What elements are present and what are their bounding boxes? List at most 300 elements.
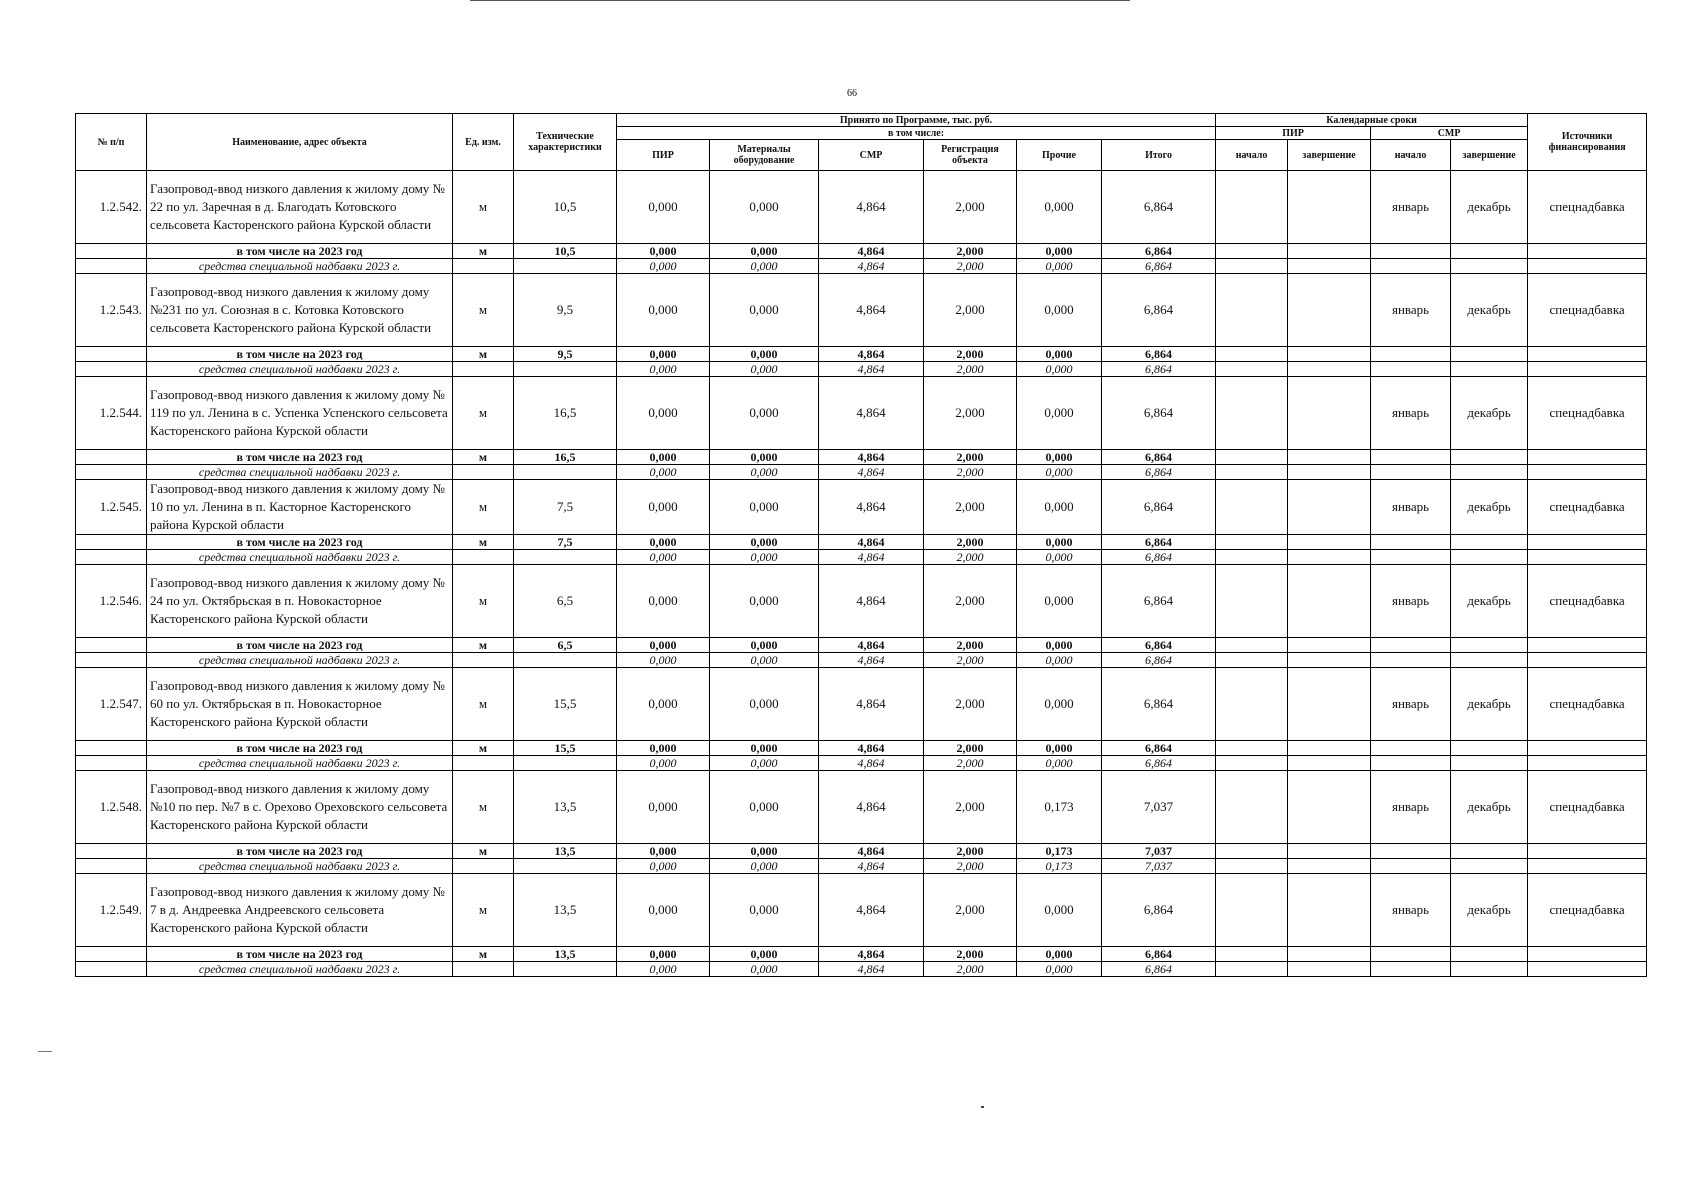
table-row bbox=[76, 565, 1647, 638]
table-row-funds bbox=[76, 859, 1647, 874]
including-other: 0,173 bbox=[1017, 844, 1102, 859]
including-empty bbox=[1288, 844, 1371, 859]
funds-id bbox=[76, 859, 147, 874]
funds-empty bbox=[1451, 962, 1528, 977]
funds-other: 0,000 bbox=[1017, 259, 1102, 274]
including-materials: 0,000 bbox=[710, 244, 819, 259]
item-pir-end bbox=[1288, 874, 1371, 947]
item-pir-start bbox=[1216, 771, 1288, 844]
item-smr-end: декабрь bbox=[1451, 377, 1528, 450]
funds-unit bbox=[453, 259, 514, 274]
funds-tech bbox=[514, 259, 617, 274]
including-empty bbox=[1371, 347, 1451, 362]
including-registration: 2,000 bbox=[924, 244, 1017, 259]
including-pir: 0,000 bbox=[617, 535, 710, 550]
funds-registration: 2,000 bbox=[924, 962, 1017, 977]
funds-pir: 0,000 bbox=[617, 962, 710, 977]
funds-other: 0,000 bbox=[1017, 756, 1102, 771]
item-smr-start: январь bbox=[1371, 565, 1451, 638]
including-label: в том числе на 2023 год bbox=[147, 741, 453, 756]
including-label: в том числе на 2023 год bbox=[147, 450, 453, 465]
funds-empty bbox=[1216, 550, 1288, 565]
header-other: Прочие bbox=[1017, 140, 1102, 171]
including-tech: 13,5 bbox=[514, 947, 617, 962]
funds-empty bbox=[1216, 962, 1288, 977]
item-smr-start: январь bbox=[1371, 480, 1451, 535]
item-tech: 16,5 bbox=[514, 377, 617, 450]
funds-smr: 4,864 bbox=[819, 259, 924, 274]
funds-label: средства специальной надбавки 2023 г. bbox=[147, 859, 453, 874]
item-pir: 0,000 bbox=[617, 274, 710, 347]
including-empty bbox=[1216, 638, 1288, 653]
including-empty bbox=[1371, 244, 1451, 259]
table-row bbox=[76, 668, 1647, 741]
item-smr-end: декабрь bbox=[1451, 771, 1528, 844]
funds-pir: 0,000 bbox=[617, 756, 710, 771]
item-unit: м bbox=[453, 274, 514, 347]
item-smr-start: январь bbox=[1371, 377, 1451, 450]
funds-other: 0,173 bbox=[1017, 859, 1102, 874]
funds-id bbox=[76, 465, 147, 480]
funds-materials: 0,000 bbox=[710, 259, 819, 274]
funds-empty bbox=[1216, 756, 1288, 771]
funds-total: 7,037 bbox=[1102, 859, 1216, 874]
item-name: Газопровод-ввод низкого давления к жилому дому № 60 по ул. Октябрьская в п. Новокасторное Касторенского района Курской области bbox=[147, 668, 453, 741]
funds-unit bbox=[453, 362, 514, 377]
program-table bbox=[75, 113, 1647, 977]
funds-empty bbox=[1371, 362, 1451, 377]
including-other: 0,000 bbox=[1017, 741, 1102, 756]
funds-label: средства специальной надбавки 2023 г. bbox=[147, 550, 453, 565]
item-other: 0,000 bbox=[1017, 274, 1102, 347]
header-name: Наименование, адрес объекта bbox=[147, 114, 453, 171]
item-smr-start: январь bbox=[1371, 874, 1451, 947]
header-including: в том числе: bbox=[617, 127, 1216, 140]
table-row-funds bbox=[76, 259, 1647, 274]
item-materials: 0,000 bbox=[710, 874, 819, 947]
item-total: 6,864 bbox=[1102, 274, 1216, 347]
funds-empty bbox=[1371, 756, 1451, 771]
item-smr: 4,864 bbox=[819, 377, 924, 450]
item-pir-start bbox=[1216, 171, 1288, 244]
including-registration: 2,000 bbox=[924, 947, 1017, 962]
table-row-including bbox=[76, 638, 1647, 653]
including-total: 6,864 bbox=[1102, 244, 1216, 259]
item-smr-start: январь bbox=[1371, 171, 1451, 244]
funds-smr: 4,864 bbox=[819, 962, 924, 977]
funds-empty bbox=[1288, 859, 1371, 874]
table-row-including bbox=[76, 844, 1647, 859]
funds-unit bbox=[453, 653, 514, 668]
item-smr-start: январь bbox=[1371, 668, 1451, 741]
including-tech: 9,5 bbox=[514, 347, 617, 362]
item-unit: м bbox=[453, 377, 514, 450]
table-row bbox=[76, 874, 1647, 947]
including-empty bbox=[1451, 535, 1528, 550]
including-smr: 4,864 bbox=[819, 741, 924, 756]
funds-pir: 0,000 bbox=[617, 550, 710, 565]
funds-materials: 0,000 bbox=[710, 550, 819, 565]
funds-smr: 4,864 bbox=[819, 362, 924, 377]
item-total: 6,864 bbox=[1102, 565, 1216, 638]
funds-registration: 2,000 bbox=[924, 465, 1017, 480]
including-registration: 2,000 bbox=[924, 450, 1017, 465]
including-empty bbox=[1371, 450, 1451, 465]
item-source: спецнадбавка bbox=[1528, 565, 1647, 638]
including-unit: м bbox=[453, 347, 514, 362]
funds-id bbox=[76, 362, 147, 377]
including-empty bbox=[1371, 535, 1451, 550]
funds-pir: 0,000 bbox=[617, 362, 710, 377]
item-source: спецнадбавка bbox=[1528, 874, 1647, 947]
funds-empty bbox=[1528, 756, 1647, 771]
including-empty bbox=[1528, 741, 1647, 756]
including-other: 0,000 bbox=[1017, 347, 1102, 362]
item-tech: 13,5 bbox=[514, 771, 617, 844]
including-tech: 15,5 bbox=[514, 741, 617, 756]
item-other: 0,000 bbox=[1017, 377, 1102, 450]
funds-smr: 4,864 bbox=[819, 859, 924, 874]
including-smr: 4,864 bbox=[819, 947, 924, 962]
including-smr: 4,864 bbox=[819, 535, 924, 550]
funds-label: средства специальной надбавки 2023 г. bbox=[147, 962, 453, 977]
table-row bbox=[76, 171, 1647, 244]
including-empty bbox=[1288, 450, 1371, 465]
funds-unit bbox=[453, 962, 514, 977]
item-source: спецнадбавка bbox=[1528, 480, 1647, 535]
funds-label: средства специальной надбавки 2023 г. bbox=[147, 756, 453, 771]
including-label: в том числе на 2023 год bbox=[147, 844, 453, 859]
including-empty bbox=[1371, 741, 1451, 756]
table-row-funds bbox=[76, 756, 1647, 771]
including-materials: 0,000 bbox=[710, 450, 819, 465]
funds-empty bbox=[1371, 859, 1451, 874]
including-materials: 0,000 bbox=[710, 347, 819, 362]
item-materials: 0,000 bbox=[710, 771, 819, 844]
funds-total: 6,864 bbox=[1102, 756, 1216, 771]
item-id: 1.2.542. bbox=[76, 171, 147, 244]
table-row-funds bbox=[76, 362, 1647, 377]
funds-smr: 4,864 bbox=[819, 756, 924, 771]
funds-registration: 2,000 bbox=[924, 550, 1017, 565]
funds-empty bbox=[1371, 550, 1451, 565]
item-pir-start bbox=[1216, 874, 1288, 947]
including-label: в том числе на 2023 год bbox=[147, 535, 453, 550]
funds-total: 6,864 bbox=[1102, 962, 1216, 977]
table-row-including bbox=[76, 450, 1647, 465]
funds-tech bbox=[514, 962, 617, 977]
header-pir-end: завершение bbox=[1288, 140, 1371, 171]
including-materials: 0,000 bbox=[710, 947, 819, 962]
funds-pir: 0,000 bbox=[617, 653, 710, 668]
item-unit: м bbox=[453, 771, 514, 844]
item-name: Газопровод-ввод низкого давления к жилому дому №231 по ул. Союзная в с. Котовка Котовского сельсовета Касторенского района Курской области bbox=[147, 274, 453, 347]
table-body bbox=[76, 171, 1647, 977]
including-label: в том числе на 2023 год bbox=[147, 244, 453, 259]
funds-total: 6,864 bbox=[1102, 550, 1216, 565]
table-row bbox=[76, 377, 1647, 450]
item-tech: 6,5 bbox=[514, 565, 617, 638]
including-registration: 2,000 bbox=[924, 844, 1017, 859]
funds-other: 0,000 bbox=[1017, 550, 1102, 565]
top-scan-edge bbox=[470, 0, 1130, 1]
funds-materials: 0,000 bbox=[710, 859, 819, 874]
including-materials: 0,000 bbox=[710, 638, 819, 653]
funds-smr: 4,864 bbox=[819, 550, 924, 565]
item-other: 0,000 bbox=[1017, 874, 1102, 947]
including-empty bbox=[1288, 244, 1371, 259]
table-row-including bbox=[76, 535, 1647, 550]
item-smr-end: декабрь bbox=[1451, 668, 1528, 741]
header-registration: Регистрация объекта bbox=[924, 140, 1017, 171]
including-total: 6,864 bbox=[1102, 947, 1216, 962]
item-source: спецнадбавка bbox=[1528, 377, 1647, 450]
including-unit: м bbox=[453, 638, 514, 653]
funds-materials: 0,000 bbox=[710, 465, 819, 480]
funds-id bbox=[76, 550, 147, 565]
funds-empty bbox=[1288, 362, 1371, 377]
funds-label: средства специальной надбавки 2023 г. bbox=[147, 465, 453, 480]
header-cal-pir: ПИР bbox=[1216, 127, 1371, 140]
funds-label: средства специальной надбавки 2023 г. bbox=[147, 653, 453, 668]
header-pir: ПИР bbox=[617, 140, 710, 171]
including-label: в том числе на 2023 год bbox=[147, 947, 453, 962]
header-smr-start: начало bbox=[1371, 140, 1451, 171]
including-materials: 0,000 bbox=[710, 844, 819, 859]
item-tech: 10,5 bbox=[514, 171, 617, 244]
funds-empty bbox=[1216, 653, 1288, 668]
including-pir: 0,000 bbox=[617, 844, 710, 859]
item-smr: 4,864 bbox=[819, 668, 924, 741]
funds-empty bbox=[1288, 653, 1371, 668]
item-source: спецнадбавка bbox=[1528, 171, 1647, 244]
item-pir-start bbox=[1216, 565, 1288, 638]
including-empty bbox=[1216, 535, 1288, 550]
including-unit: м bbox=[453, 844, 514, 859]
item-pir-end bbox=[1288, 771, 1371, 844]
funds-empty bbox=[1371, 259, 1451, 274]
funds-registration: 2,000 bbox=[924, 756, 1017, 771]
funds-unit bbox=[453, 550, 514, 565]
including-empty bbox=[1288, 347, 1371, 362]
funds-smr: 4,864 bbox=[819, 653, 924, 668]
item-source: спецнадбавка bbox=[1528, 274, 1647, 347]
funds-empty bbox=[1288, 259, 1371, 274]
item-id: 1.2.548. bbox=[76, 771, 147, 844]
table-row bbox=[76, 771, 1647, 844]
item-tech: 15,5 bbox=[514, 668, 617, 741]
item-unit: м bbox=[453, 480, 514, 535]
including-label: в том числе на 2023 год bbox=[147, 638, 453, 653]
including-id bbox=[76, 947, 147, 962]
including-empty bbox=[1451, 347, 1528, 362]
funds-pir: 0,000 bbox=[617, 259, 710, 274]
including-id bbox=[76, 741, 147, 756]
funds-id bbox=[76, 653, 147, 668]
table-row-funds bbox=[76, 962, 1647, 977]
including-empty bbox=[1216, 741, 1288, 756]
item-pir-start bbox=[1216, 480, 1288, 535]
funds-materials: 0,000 bbox=[710, 756, 819, 771]
funds-empty bbox=[1288, 962, 1371, 977]
item-smr-start: январь bbox=[1371, 771, 1451, 844]
table-row bbox=[76, 274, 1647, 347]
funds-other: 0,000 bbox=[1017, 465, 1102, 480]
item-pir: 0,000 bbox=[617, 171, 710, 244]
item-id: 1.2.549. bbox=[76, 874, 147, 947]
including-id bbox=[76, 844, 147, 859]
including-empty bbox=[1288, 638, 1371, 653]
item-pir-start bbox=[1216, 668, 1288, 741]
funds-unit bbox=[453, 465, 514, 480]
including-total: 6,864 bbox=[1102, 638, 1216, 653]
item-total: 6,864 bbox=[1102, 377, 1216, 450]
funds-empty bbox=[1451, 756, 1528, 771]
funds-empty bbox=[1216, 362, 1288, 377]
item-pir: 0,000 bbox=[617, 565, 710, 638]
item-smr-end: декабрь bbox=[1451, 565, 1528, 638]
funds-other: 0,000 bbox=[1017, 362, 1102, 377]
item-materials: 0,000 bbox=[710, 274, 819, 347]
funds-total: 6,864 bbox=[1102, 259, 1216, 274]
item-registration: 2,000 bbox=[924, 874, 1017, 947]
funds-other: 0,000 bbox=[1017, 653, 1102, 668]
including-empty bbox=[1528, 450, 1647, 465]
item-registration: 2,000 bbox=[924, 565, 1017, 638]
including-pir: 0,000 bbox=[617, 244, 710, 259]
including-empty bbox=[1451, 244, 1528, 259]
table-row-funds bbox=[76, 653, 1647, 668]
including-empty bbox=[1288, 947, 1371, 962]
including-empty bbox=[1216, 947, 1288, 962]
item-name: Газопровод-ввод низкого давления к жилому дому № 24 по ул. Октябрьская в п. Новокасторное Касторенского района Курской области bbox=[147, 565, 453, 638]
including-tech: 7,5 bbox=[514, 535, 617, 550]
including-pir: 0,000 bbox=[617, 741, 710, 756]
including-total: 6,864 bbox=[1102, 741, 1216, 756]
including-materials: 0,000 bbox=[710, 535, 819, 550]
header-materials: Материалы оборудование bbox=[710, 140, 819, 171]
item-other: 0,000 bbox=[1017, 668, 1102, 741]
header-tech: Технические характеристики bbox=[514, 114, 617, 171]
funds-empty bbox=[1371, 653, 1451, 668]
item-total: 7,037 bbox=[1102, 771, 1216, 844]
table-row-funds bbox=[76, 465, 1647, 480]
item-pir-end bbox=[1288, 274, 1371, 347]
item-pir-start bbox=[1216, 274, 1288, 347]
including-tech: 10,5 bbox=[514, 244, 617, 259]
item-smr: 4,864 bbox=[819, 171, 924, 244]
header-calendar: Календарные сроки bbox=[1216, 114, 1528, 127]
header-accepted: Принято по Программе, тыс. руб. bbox=[617, 114, 1216, 127]
item-pir: 0,000 bbox=[617, 668, 710, 741]
item-source: спецнадбавка bbox=[1528, 668, 1647, 741]
funds-empty bbox=[1451, 859, 1528, 874]
funds-tech bbox=[514, 653, 617, 668]
item-materials: 0,000 bbox=[710, 668, 819, 741]
including-id bbox=[76, 535, 147, 550]
item-smr: 4,864 bbox=[819, 480, 924, 535]
including-other: 0,000 bbox=[1017, 244, 1102, 259]
funds-registration: 2,000 bbox=[924, 653, 1017, 668]
including-smr: 4,864 bbox=[819, 450, 924, 465]
including-id bbox=[76, 450, 147, 465]
item-tech: 9,5 bbox=[514, 274, 617, 347]
item-unit: м bbox=[453, 171, 514, 244]
including-tech: 6,5 bbox=[514, 638, 617, 653]
item-materials: 0,000 bbox=[710, 377, 819, 450]
item-pir: 0,000 bbox=[617, 377, 710, 450]
funds-other: 0,000 bbox=[1017, 962, 1102, 977]
including-other: 0,000 bbox=[1017, 535, 1102, 550]
funds-empty bbox=[1451, 465, 1528, 480]
item-name: Газопровод-ввод низкого давления к жилому дому № 10 по ул. Ленина в п. Касторное Касторенского района Курской области bbox=[147, 480, 453, 535]
including-empty bbox=[1528, 535, 1647, 550]
including-total: 6,864 bbox=[1102, 347, 1216, 362]
header-sources: Источники финансирования bbox=[1528, 114, 1647, 171]
including-empty bbox=[1528, 347, 1647, 362]
including-smr: 4,864 bbox=[819, 844, 924, 859]
item-total: 6,864 bbox=[1102, 480, 1216, 535]
item-pir-end bbox=[1288, 565, 1371, 638]
item-pir-start bbox=[1216, 377, 1288, 450]
item-pir-end bbox=[1288, 171, 1371, 244]
item-source: спецнадбавка bbox=[1528, 771, 1647, 844]
funds-materials: 0,000 bbox=[710, 362, 819, 377]
item-pir-end bbox=[1288, 480, 1371, 535]
item-pir: 0,000 bbox=[617, 771, 710, 844]
funds-empty bbox=[1216, 859, 1288, 874]
including-id bbox=[76, 347, 147, 362]
including-other: 0,000 bbox=[1017, 450, 1102, 465]
item-name: Газопровод-ввод низкого давления к жилому дому № 22 по ул. Заречная в д. Благодать Котовского сельсовета Касторенского района Курской области bbox=[147, 171, 453, 244]
funds-unit bbox=[453, 859, 514, 874]
item-materials: 0,000 bbox=[710, 480, 819, 535]
funds-empty bbox=[1288, 550, 1371, 565]
item-materials: 0,000 bbox=[710, 171, 819, 244]
item-pir-end bbox=[1288, 377, 1371, 450]
including-empty bbox=[1451, 741, 1528, 756]
including-label: в том числе на 2023 год bbox=[147, 347, 453, 362]
table-row bbox=[76, 480, 1647, 535]
item-total: 6,864 bbox=[1102, 171, 1216, 244]
including-empty bbox=[1216, 347, 1288, 362]
including-empty bbox=[1371, 947, 1451, 962]
funds-label: средства специальной надбавки 2023 г. bbox=[147, 259, 453, 274]
including-unit: м bbox=[453, 244, 514, 259]
including-empty bbox=[1451, 638, 1528, 653]
funds-empty bbox=[1371, 465, 1451, 480]
funds-materials: 0,000 bbox=[710, 653, 819, 668]
item-smr-end: декабрь bbox=[1451, 874, 1528, 947]
item-registration: 2,000 bbox=[924, 480, 1017, 535]
funds-empty bbox=[1528, 465, 1647, 480]
including-unit: м bbox=[453, 450, 514, 465]
funds-tech bbox=[514, 465, 617, 480]
including-pir: 0,000 bbox=[617, 947, 710, 962]
item-id: 1.2.545. bbox=[76, 480, 147, 535]
header-pir-start: начало bbox=[1216, 140, 1288, 171]
item-smr: 4,864 bbox=[819, 874, 924, 947]
header-total: Итого bbox=[1102, 140, 1216, 171]
funds-smr: 4,864 bbox=[819, 465, 924, 480]
item-smr-end: декабрь bbox=[1451, 274, 1528, 347]
including-empty bbox=[1288, 741, 1371, 756]
including-smr: 4,864 bbox=[819, 638, 924, 653]
item-name: Газопровод-ввод низкого давления к жилому дому № 7 в д. Андреевка Андреевского сельсовета Касторенского района Курской области bbox=[147, 874, 453, 947]
item-tech: 7,5 bbox=[514, 480, 617, 535]
header-num: № п/п bbox=[76, 114, 147, 171]
including-other: 0,000 bbox=[1017, 638, 1102, 653]
